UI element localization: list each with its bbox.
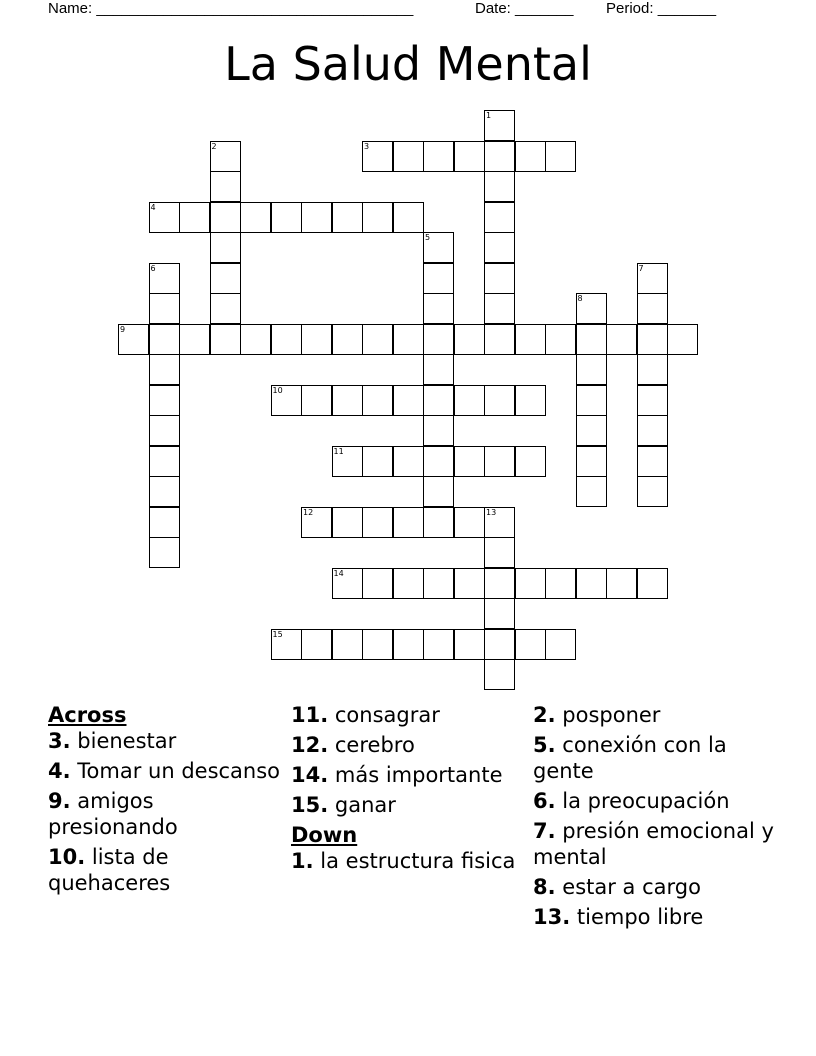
crossword-cell[interactable] [393, 507, 424, 538]
clue-item [291, 762, 531, 788]
crossword-cell[interactable] [149, 415, 180, 446]
crossword-cell[interactable] [393, 385, 424, 416]
clue-number: 14. [291, 763, 329, 787]
crossword-cell[interactable] [484, 232, 515, 263]
clue-column-1 [48, 702, 288, 900]
across-clues-list-continued [291, 702, 531, 818]
crossword-cell[interactable] [393, 568, 424, 599]
crossword-cell[interactable] [301, 385, 332, 416]
crossword-cell[interactable] [484, 568, 515, 599]
crossword-cell[interactable] [484, 171, 515, 202]
crossword-cell[interactable] [332, 446, 363, 477]
clue-number-label: 13 [486, 507, 497, 517]
crossword-cell[interactable] [423, 354, 454, 385]
crossword-cell[interactable] [667, 324, 698, 355]
crossword-cell[interactable] [484, 263, 515, 294]
clue-number: 3. [48, 729, 71, 753]
crossword-cell[interactable] [271, 629, 302, 660]
clue-number: 12. [291, 733, 329, 757]
period-field-label: Period: _______ [606, 0, 717, 17]
down-heading: Down [291, 823, 358, 847]
crossword-cell[interactable] [454, 141, 485, 172]
crossword-cell[interactable] [423, 232, 454, 263]
clue-item [48, 788, 288, 840]
down-clues-list [291, 848, 531, 874]
crossword-cell[interactable] [484, 141, 515, 172]
crossword-cell[interactable] [637, 476, 668, 507]
crossword-cell[interactable] [484, 598, 515, 629]
clue-item [533, 904, 783, 930]
clue-number: 2. [533, 703, 556, 727]
clue-item [48, 758, 288, 784]
crossword-cell[interactable] [484, 659, 515, 690]
crossword-cell[interactable] [484, 110, 515, 141]
crossword-cell[interactable] [576, 415, 607, 446]
clue-text: presión emocional y mental [533, 819, 774, 869]
crossword-cell[interactable] [362, 141, 393, 172]
clue-number-label: 9 [120, 324, 126, 334]
crossword-cell[interactable] [484, 324, 515, 355]
crossword-cell[interactable] [149, 263, 180, 294]
clue-item [533, 788, 783, 814]
clue-number: 13. [533, 905, 571, 929]
across-heading: Across [48, 703, 127, 727]
crossword-cell[interactable] [423, 629, 454, 660]
crossword-cell[interactable] [423, 385, 454, 416]
clue-item [48, 844, 288, 896]
clue-text: bienestar [77, 729, 177, 753]
clue-text: conexión con la gente [533, 733, 727, 783]
crossword-cell[interactable] [393, 202, 424, 233]
clue-item [533, 732, 783, 784]
crossword-cell[interactable] [179, 324, 210, 355]
crossword-cell[interactable] [210, 171, 241, 202]
crossword-cell[interactable] [271, 202, 302, 233]
crossword-cell[interactable] [423, 324, 454, 355]
clue-item [291, 702, 531, 728]
clue-number: 11. [291, 703, 329, 727]
crossword-cell[interactable] [637, 385, 668, 416]
clue-item [533, 874, 783, 900]
crossword-cell[interactable] [484, 385, 515, 416]
crossword-cell[interactable] [149, 202, 180, 233]
crossword-cell[interactable] [484, 537, 515, 568]
crossword-cell[interactable] [393, 141, 424, 172]
crossword-cell[interactable] [210, 263, 241, 294]
crossword-cell[interactable] [393, 324, 424, 355]
crossword-cell[interactable] [484, 629, 515, 660]
clue-number-label: 5 [425, 233, 431, 242]
crossword-cell[interactable] [271, 324, 302, 355]
clue-text: estar a cargo [562, 875, 701, 899]
crossword-cell[interactable] [179, 202, 210, 233]
crossword-cell[interactable] [515, 324, 546, 355]
clue-number-label: 11 [333, 446, 344, 456]
crossword-cell[interactable] [576, 476, 607, 507]
crossword-cell[interactable] [637, 263, 668, 294]
clue-item [291, 792, 531, 818]
down-clues-list-continued [533, 702, 783, 930]
clue-number-label: 3 [364, 141, 370, 151]
clue-number: 10. [48, 845, 86, 869]
crossword-cell[interactable] [576, 568, 607, 599]
clue-column-3 [533, 702, 783, 934]
crossword-cell[interactable] [149, 293, 180, 324]
crossword-cell[interactable] [576, 446, 607, 477]
clue-text: amigos presionando [48, 789, 178, 839]
crossword-cell[interactable] [301, 324, 332, 355]
crossword-cell[interactable] [606, 324, 637, 355]
clue-item [291, 848, 531, 874]
crossword-cell[interactable] [149, 537, 180, 568]
clue-number: 9. [48, 789, 71, 813]
crossword-cell[interactable] [332, 507, 363, 538]
crossword-cell[interactable] [484, 293, 515, 324]
clues-section [0, 702, 816, 1002]
crossword-cell[interactable] [515, 446, 546, 477]
clue-item [533, 818, 783, 870]
clue-number-label: 7 [638, 263, 644, 273]
crossword-cell[interactable] [210, 141, 241, 172]
clue-text: ganar [334, 793, 396, 817]
clue-column-2 [291, 702, 531, 878]
clue-number: 7. [533, 819, 556, 843]
crossword-cell[interactable] [393, 446, 424, 477]
crossword-cell[interactable] [576, 385, 607, 416]
crossword-cell[interactable] [515, 385, 546, 416]
clue-number: 15. [291, 793, 329, 817]
name-field-label: Name: ______________________________________ [48, 0, 414, 17]
crossword-cell[interactable] [606, 568, 637, 599]
crossword-cell[interactable] [637, 354, 668, 385]
crossword-cell[interactable] [454, 568, 485, 599]
crossword-cell[interactable] [454, 385, 485, 416]
crossword-cell[interactable] [210, 232, 241, 263]
clue-number-label: 8 [577, 294, 583, 303]
crossword-cell[interactable] [362, 202, 393, 233]
clue-text: la preocupación [562, 789, 730, 813]
crossword-cell[interactable] [301, 507, 332, 538]
crossword-cell[interactable] [423, 263, 454, 294]
crossword-cell[interactable] [149, 354, 180, 385]
crossword-cell[interactable] [362, 324, 393, 355]
clue-text: Tomar un descanso [77, 759, 281, 783]
clue-number: 6. [533, 789, 556, 813]
clue-number-label: 2 [211, 141, 217, 151]
crossword-cell[interactable] [637, 568, 668, 599]
crossword-cell[interactable] [576, 354, 607, 385]
crossword-cell[interactable] [637, 293, 668, 324]
crossword-cell[interactable] [362, 507, 393, 538]
clue-item [48, 728, 288, 754]
crossword-cell[interactable] [423, 446, 454, 477]
crossword-cell[interactable] [118, 324, 149, 355]
crossword-cell[interactable] [240, 202, 271, 233]
clue-number-label: 6 [150, 263, 156, 273]
clue-item [291, 732, 531, 758]
clue-text: consagrar [334, 703, 440, 727]
clue-number-label: 14 [333, 568, 344, 578]
crossword-cell[interactable] [545, 324, 576, 355]
clue-number: 5. [533, 733, 556, 757]
crossword-cell[interactable] [210, 324, 241, 355]
clue-text: la estructura fisica [320, 849, 516, 873]
crossword-cell[interactable] [637, 324, 668, 355]
clue-number: 8. [533, 875, 556, 899]
clue-number-label: 4 [150, 202, 156, 212]
crossword-cell[interactable] [515, 568, 546, 599]
crossword-cell[interactable] [423, 141, 454, 172]
crossword-cell[interactable] [362, 446, 393, 477]
crossword-cell[interactable] [484, 202, 515, 233]
crossword-cell[interactable] [301, 202, 332, 233]
across-clues-list [48, 728, 288, 896]
crossword-cell[interactable] [454, 446, 485, 477]
crossword-cell[interactable] [149, 446, 180, 477]
crossword-cell[interactable] [545, 141, 576, 172]
crossword-cell[interactable] [332, 385, 363, 416]
crossword-cell[interactable] [637, 415, 668, 446]
clue-text: más importante [334, 763, 503, 787]
clue-number-label: 15 [272, 629, 283, 639]
crossword-cell[interactable] [362, 385, 393, 416]
crossword-cell[interactable] [484, 446, 515, 477]
crossword-cell[interactable] [332, 202, 363, 233]
crossword-cell[interactable] [423, 568, 454, 599]
crossword-cell[interactable] [271, 385, 302, 416]
crossword-cell[interactable] [362, 629, 393, 660]
crossword-cell[interactable] [362, 568, 393, 599]
crossword-cell[interactable] [149, 324, 180, 355]
crossword-cell[interactable] [423, 476, 454, 507]
clue-text: posponer [562, 703, 661, 727]
clue-text: tiempo libre [576, 905, 704, 929]
crossword-cell[interactable] [454, 629, 485, 660]
crossword-cell[interactable] [576, 324, 607, 355]
page-title: La Salud Mental [224, 37, 592, 91]
clue-number-label: 1 [486, 111, 492, 120]
clue-item [533, 702, 783, 728]
crossword-cell[interactable] [149, 507, 180, 538]
crossword-cell[interactable] [332, 324, 363, 355]
crossword-cell[interactable] [515, 629, 546, 660]
crossword-cell[interactable] [301, 629, 332, 660]
crossword-cell[interactable] [332, 629, 363, 660]
date-field-label: Date: _______ [475, 0, 574, 17]
crossword-cell[interactable] [423, 293, 454, 324]
crossword-cell[interactable] [454, 324, 485, 355]
crossword-cell[interactable] [545, 629, 576, 660]
clue-number-label: 10 [272, 385, 283, 395]
clue-number-label: 12 [303, 507, 314, 517]
crossword-cell[interactable] [210, 293, 241, 324]
crossword-cell[interactable] [240, 324, 271, 355]
crossword-cell[interactable] [576, 293, 607, 324]
crossword-cell[interactable] [149, 476, 180, 507]
crossword-cell[interactable] [149, 385, 180, 416]
crossword-cell[interactable] [423, 507, 454, 538]
clue-number: 1. [291, 849, 314, 873]
crossword-cell[interactable] [423, 415, 454, 446]
crossword-cell[interactable] [484, 507, 515, 538]
crossword-cell[interactable] [637, 446, 668, 477]
crossword-cell[interactable] [332, 568, 363, 599]
crossword-cell[interactable] [210, 202, 241, 233]
crossword-cell[interactable] [515, 141, 546, 172]
crossword-cell[interactable] [545, 568, 576, 599]
clue-text: lista de quehaceres [48, 845, 171, 895]
crossword-cell[interactable] [454, 507, 485, 538]
clue-text: cerebro [334, 733, 415, 757]
clue-number: 4. [48, 759, 71, 783]
crossword-cell[interactable] [393, 629, 424, 660]
